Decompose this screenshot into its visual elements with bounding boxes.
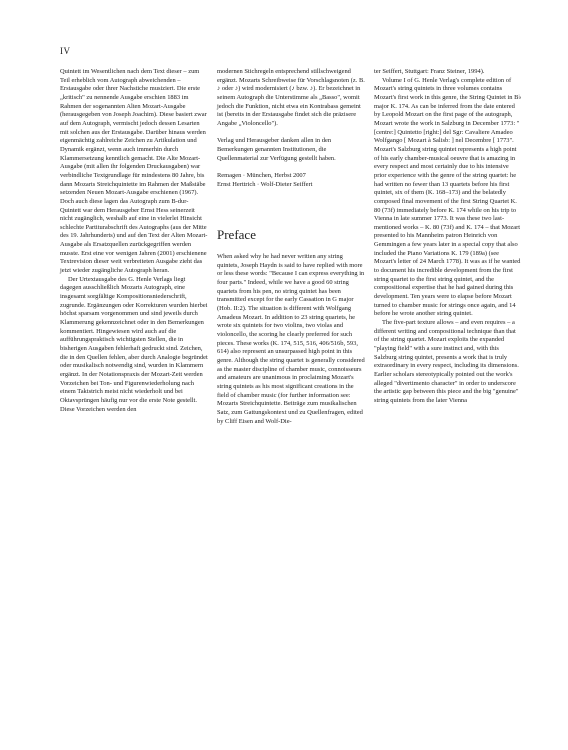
column-2 xyxy=(217,68,365,426)
paragraph: The five-part texture allows – and even requires – a different writing and compositional technique than that of the string quartet. Mozart exploits the expanded "playing field" with a sure instinct and, with this Salzburg string quintet, presents a work that is truly extraordinary in every respect, including its dimensions. Earlier scholars stereotypically pointed out the work's alleged "divertimento character" in order to underscore the artistic gap between this piece and the big "genuine" string quintets from the later Vienna xyxy=(374,319,519,404)
paragraph: Der Urtextausgabe des G. Henle Verlags liegt dagegen ausschließlich Mozarts Autograph, eine insgesamt sorgfältige Kompositionsniederschrift, zugrunde. Ergänzungen oder Korrekturen wurden hierbei höchst sparsam vorgenommen und sind jeweils durch Klammerung gekennzeichnet oder in den Bemerkungen kommentiert. Hingewiesen wird auch auf die aufführungspraktisch wichtigsten Stellen, die in bisherigen Ausgaben fehlerhaft gedruckt sind. Zeichen, die in den Quellen fehlen, aber durch Analogie begründet oder musikalisch notwendig sind, wurden in Klammern ergänzt. In der Notationspraxis der Mozart-Zeit werden Vorzeichen bei Ton- und Figurenwiederholung nach einem Taktstrich meist nicht wiederholt und bei Oktavsprüngen häufig nur vor die erste Note gestellt. Diese Vorzeichen werden den xyxy=(60,275,208,413)
page-number: IV xyxy=(60,46,71,56)
paragraph: ter Seiffert, Stuttgart: Franz Steiner, 1994). xyxy=(374,68,485,75)
column-1 xyxy=(60,68,208,414)
editors: Ernst Herttrich · Wolf-Dieter Seiffert xyxy=(217,180,313,188)
paragraph: When asked why he had never written any string quintets, Joseph Haydn is said to have replied with more or less these words: "Because I can express everything in four parts." Indeed, while we have a good 60 string quartets from his pen, no string quintet has been transmitted except for the early Cassation in G major (Hob. II:2). The situation is different with Wolfgang Amadeus Mozart. In addition to 23 string quartets, he wrote six quintets for two violins, two violas and violoncello, the scoring he clearly preferred for such pieces. These works (K. 174, 515, 516, 406/516b, 593, 614) also represent an unsurpassed high point in this genre. Although the string quartet is generally considered as the master discipline of chamber music, connoisseurs and amateurs are unanimous in proclaiming Mozart's string quintets as his most significant creations in the field of chamber music (for further information see: Mozarts Streichquintette. Beiträge zum musikalischen Satz, zum Gattungskontext und zu Quellenfragen, edited by Cliff Eisen and Wolf-Die- xyxy=(217,253,365,425)
paragraph: Quintett im Wesentlichen nach dem Text dieser – zum Teil erheblich vom Autograph abweichenden – Erstausgabe oder ihrer Nachstiche musiziert. Die erste „kritisch" zu nennende Ausgabe erschien 1883 im Rahmen der sogenannten Alten Mozart-Ausgabe (herausgegeben von Joseph Joachim). Diese basiert zwar auf dem Autograph, vermischt jedoch dessen Lesarten mit solchen aus der Erstausgabe. Darüber hinaus werden eigenmächtig zahlreiche Zeichen zu Artikulation und Dynamik ergänzt, wenn auch immerhin durch Klammersetzung kenntlich gemacht. Die Alte Mozart-Ausgabe (mit allen ihr folgenden Druckausgaben) war verbindliche Textgrundlage für mindestens 80 Jahre, bis dann Mozarts Streichquintette im Rahmen der Maßstäbe setzenden Neuen Mozart-Ausgabe erschienen (1967). Doch auch diese lagen das Autograph zum B-dur-Quintett war dem Herausgeber Ernst Hess seinerzeit nicht zugänglich, weshalb auf eine in vielerlei Hinsicht schlechte Partiturabschrift des Autographs (aus der Mitte des 19. Jahrhunderts) und auf den Text der Alten Mozart-Ausgabe als Ersatzquellen zurückgegriffen werden musste. Erst eine vor wenigen Jahren (2001) erschienene Textrevision dieser weit verbreiteten Ausgabe zieht das jetzt wieder zugängliche Autograph heran. xyxy=(60,68,208,275)
place-date: Remagen · München, Herbst 2007 xyxy=(217,171,306,179)
paragraph: Volume I of G. Henle Verlag's complete edition of Mozart's string quintets in three volumes contains Mozart's first work in this genre, the String Quintet in B♭ major K. 174. As can be inferred from the date entered by Leopold Mozart on the first page of the autograph, Mozart wrote the work in Salzburg in December 1773: "[centre:] Quintetto [right:] del Sgr: Cavaliere Amadeo Wolfgango [ Mozart à Salisb: ] nel Decembre [ 1773". Mozart's Salzburg string quintet represents a high point of his early chamber-musical oeuvre that is amazing in every respect and most certainly due to his intensive prior experience with the genre of the string quartet: he had written no fewer than 13 quartets before his first quintet, six of them (K. 168–173) and the belatedly composed final movement of the first String Quartet K. 80 (73f) immediately before K. 174 while on his trip to Vienna in late summer 1773. It was these two last-mentioned works – K. 80 (73f) and K. 174 – that Mozart presented to his Mannheim patron Heinrich von Gemmingen a few years later in a special copy that also included the Piano Variations K. 179 (189a) (see Mozart's letter of 24 March 1778). It was as if he wanted to document his incredible development from the first string quartet to the first string quintet, and the compositional expertise that he had gained during this development. Ten years were to elapse before Mozart turned to chamber music for strings once again, and 14 before he wrote another string quintet. xyxy=(374,76,522,318)
acknowledgement-paragraph: Verlag und Herausgeber danken allen in den Bemerkungen genannten Institutionen, die Quellenmaterial zur Verfügung gestellt haben. xyxy=(217,137,336,162)
section-heading: Preface xyxy=(217,227,256,243)
paragraph: modernen Stichregeln entsprechend stillschweigend ergänzt. Mozarts Schreibweise für Vorschlagsnoten (z. B. ♪ oder ♪) wird modernisiert (♪ bzw. ♪). Er bezeichnet in seinem Autograph die Unterstimme als „Basso", womit jedoch die Funktion, nicht etwa ein Kontrabass gemeint ist (bereits in der Erstausgabe findet sich die präzisere Angabe „Violoncello"). xyxy=(217,68,365,127)
column-3 xyxy=(374,68,522,406)
